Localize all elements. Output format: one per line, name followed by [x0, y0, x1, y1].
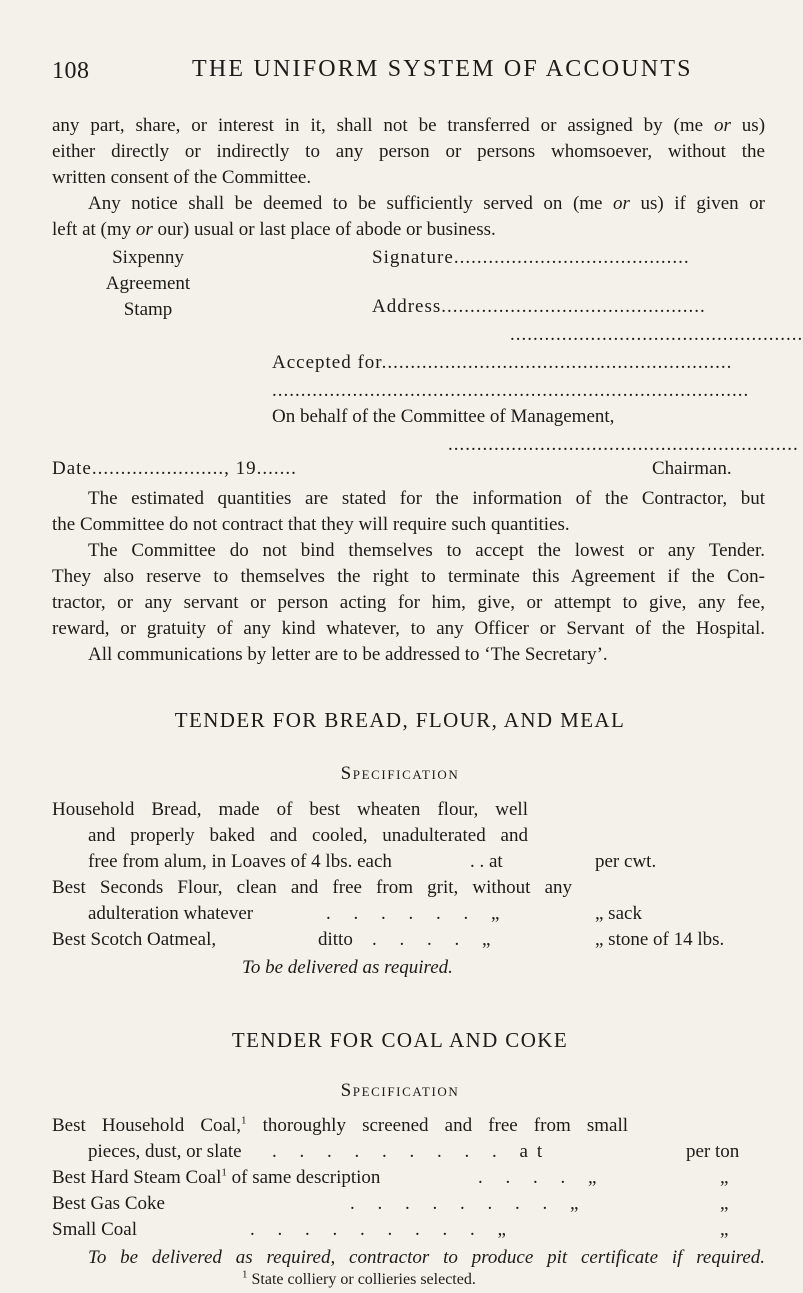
- bread-spec-heading: Specification: [340, 763, 460, 784]
- coal-item-3: Best Gas Coke: [52, 1193, 165, 1214]
- signature-field[interactable]: Signature.........................................: [372, 247, 690, 268]
- bread-item-1-line-3: free from alum, in Loaves of 4 lbs. each: [88, 851, 392, 872]
- date-field[interactable]: Date......................., 19.......: [52, 458, 297, 479]
- bread-item-1-line-1: Household Bread, made of best wheaten flour, well: [52, 799, 528, 820]
- coal-item-2: Best Hard Steam Coal$^1$ of same description: [52, 1166, 381, 1188]
- coal-item-4-unit: „: [720, 1219, 729, 1240]
- bread-item-2-leader: . . . . . . „: [326, 903, 509, 924]
- address-continuation-line[interactable]: ...................................................: [510, 324, 803, 345]
- bread-item-2-line-2: adulteration whatever: [88, 903, 254, 924]
- coal-item-1-leader: . . . . . . . . . at: [272, 1141, 552, 1162]
- bread-tender-title: TENDER FOR BREAD, FLOUR, AND MEAL: [174, 708, 626, 732]
- running-title: THE UNIFORM SYSTEM OF ACCOUNTS: [192, 56, 693, 82]
- address-field[interactable]: Address..............................................: [372, 296, 706, 317]
- coal-item-1-unit: per ton: [686, 1141, 740, 1162]
- coal-item-1-line-1: Best Household Coal,$^1$ thoroughly screened and free from small: [52, 1114, 629, 1136]
- notice-line-1: Any notice shall be deemed to be sufficiently served on (me or us) if given or: [88, 193, 765, 214]
- bread-item-2-line-1: Best Seconds Flour, clean and free from grit, without any: [52, 877, 572, 898]
- bread-delivery-note: To be delivered as required.: [242, 957, 453, 978]
- sixpenny-stamp: [88, 245, 208, 323]
- coal-item-1-line-2: pieces, dust, or slate: [88, 1141, 242, 1162]
- condition-2c: tractor, or any servant or person acting for him, give, or attempt to give, any fee,: [52, 592, 765, 613]
- accepted-for-field[interactable]: Accepted for.............................................................: [272, 352, 733, 373]
- page-number: 108: [52, 58, 90, 84]
- intro-line-3: written consent of the Committee.: [52, 167, 312, 188]
- on-behalf-text: On behalf of the Committee of Management,: [272, 406, 615, 427]
- stamp-line-3: Stamp: [123, 299, 173, 320]
- condition-2d: reward, or gratuity of any kind whatever, to any Officer or Servant of the Hospital.: [52, 618, 765, 639]
- bread-item-3-leader: . . . . „: [372, 929, 500, 950]
- intro-line-2: either directly or indirectly to any person or persons whomsoever, without the: [52, 141, 765, 162]
- intro-line-1: any part, share, or interest in it, shall not be transferred or assigned by (me or us): [52, 115, 766, 136]
- bread-item-3-ditto: ditto: [318, 929, 353, 950]
- stamp-line-1: Sixpenny: [112, 247, 184, 268]
- stamp-line-2: Agreement: [105, 273, 191, 294]
- bread-item-3-unit: „ stone of 14 lbs.: [595, 929, 725, 950]
- coal-tender-title: TENDER FOR COAL AND COKE: [231, 1028, 569, 1052]
- coal-item-4-leader: . . . . . . . . . „: [250, 1219, 515, 1240]
- coal-spec-heading: Specification: [340, 1080, 460, 1101]
- condition-2a: The Committee do not bind themselves to accept the lowest or any Tender.: [88, 540, 765, 561]
- coal-item-4: Small Coal: [52, 1219, 137, 1240]
- bread-item-1-leader: . . at: [470, 851, 503, 872]
- coal-item-3-unit: „: [720, 1193, 729, 1214]
- notice-line-2: left at (my or our) usual or last place of abode or business.: [52, 219, 496, 240]
- condition-3: All communications by letter are to be addressed to ‘The Secretary’.: [88, 644, 608, 665]
- chairman-label: Chairman.: [652, 458, 732, 479]
- coal-delivery-note: To be delivered as required, contractor to produce pit certificate if required.: [88, 1247, 765, 1268]
- coal-item-2-unit: „: [720, 1167, 729, 1188]
- condition-1a: The estimated quantities are stated for the information of the Contractor, but: [88, 488, 765, 509]
- bread-item-2-unit: „ sack: [595, 903, 642, 924]
- accepted-continuation-line[interactable]: ...................................................................................: [272, 380, 750, 401]
- condition-1b: the Committee do not contract that they will require such quantities.: [52, 514, 570, 535]
- footnote: $^1$ State colliery or collieries selected.: [242, 1268, 476, 1288]
- bread-item-1-unit: per cwt.: [595, 851, 657, 872]
- coal-item-2-leader: . . . . „: [478, 1167, 606, 1188]
- condition-2b: They also reserve to themselves the right to terminate this Agreement if the Con-: [52, 566, 765, 587]
- bread-item-3-line-1: Best Scotch Oatmeal,: [52, 929, 217, 950]
- coal-item-3-leader: . . . . . . . . „: [350, 1193, 588, 1214]
- bread-item-1-line-2: and properly baked and cooled, unadulterated and: [88, 825, 528, 846]
- chairman-signature-line[interactable]: .............................................................: [448, 434, 799, 455]
